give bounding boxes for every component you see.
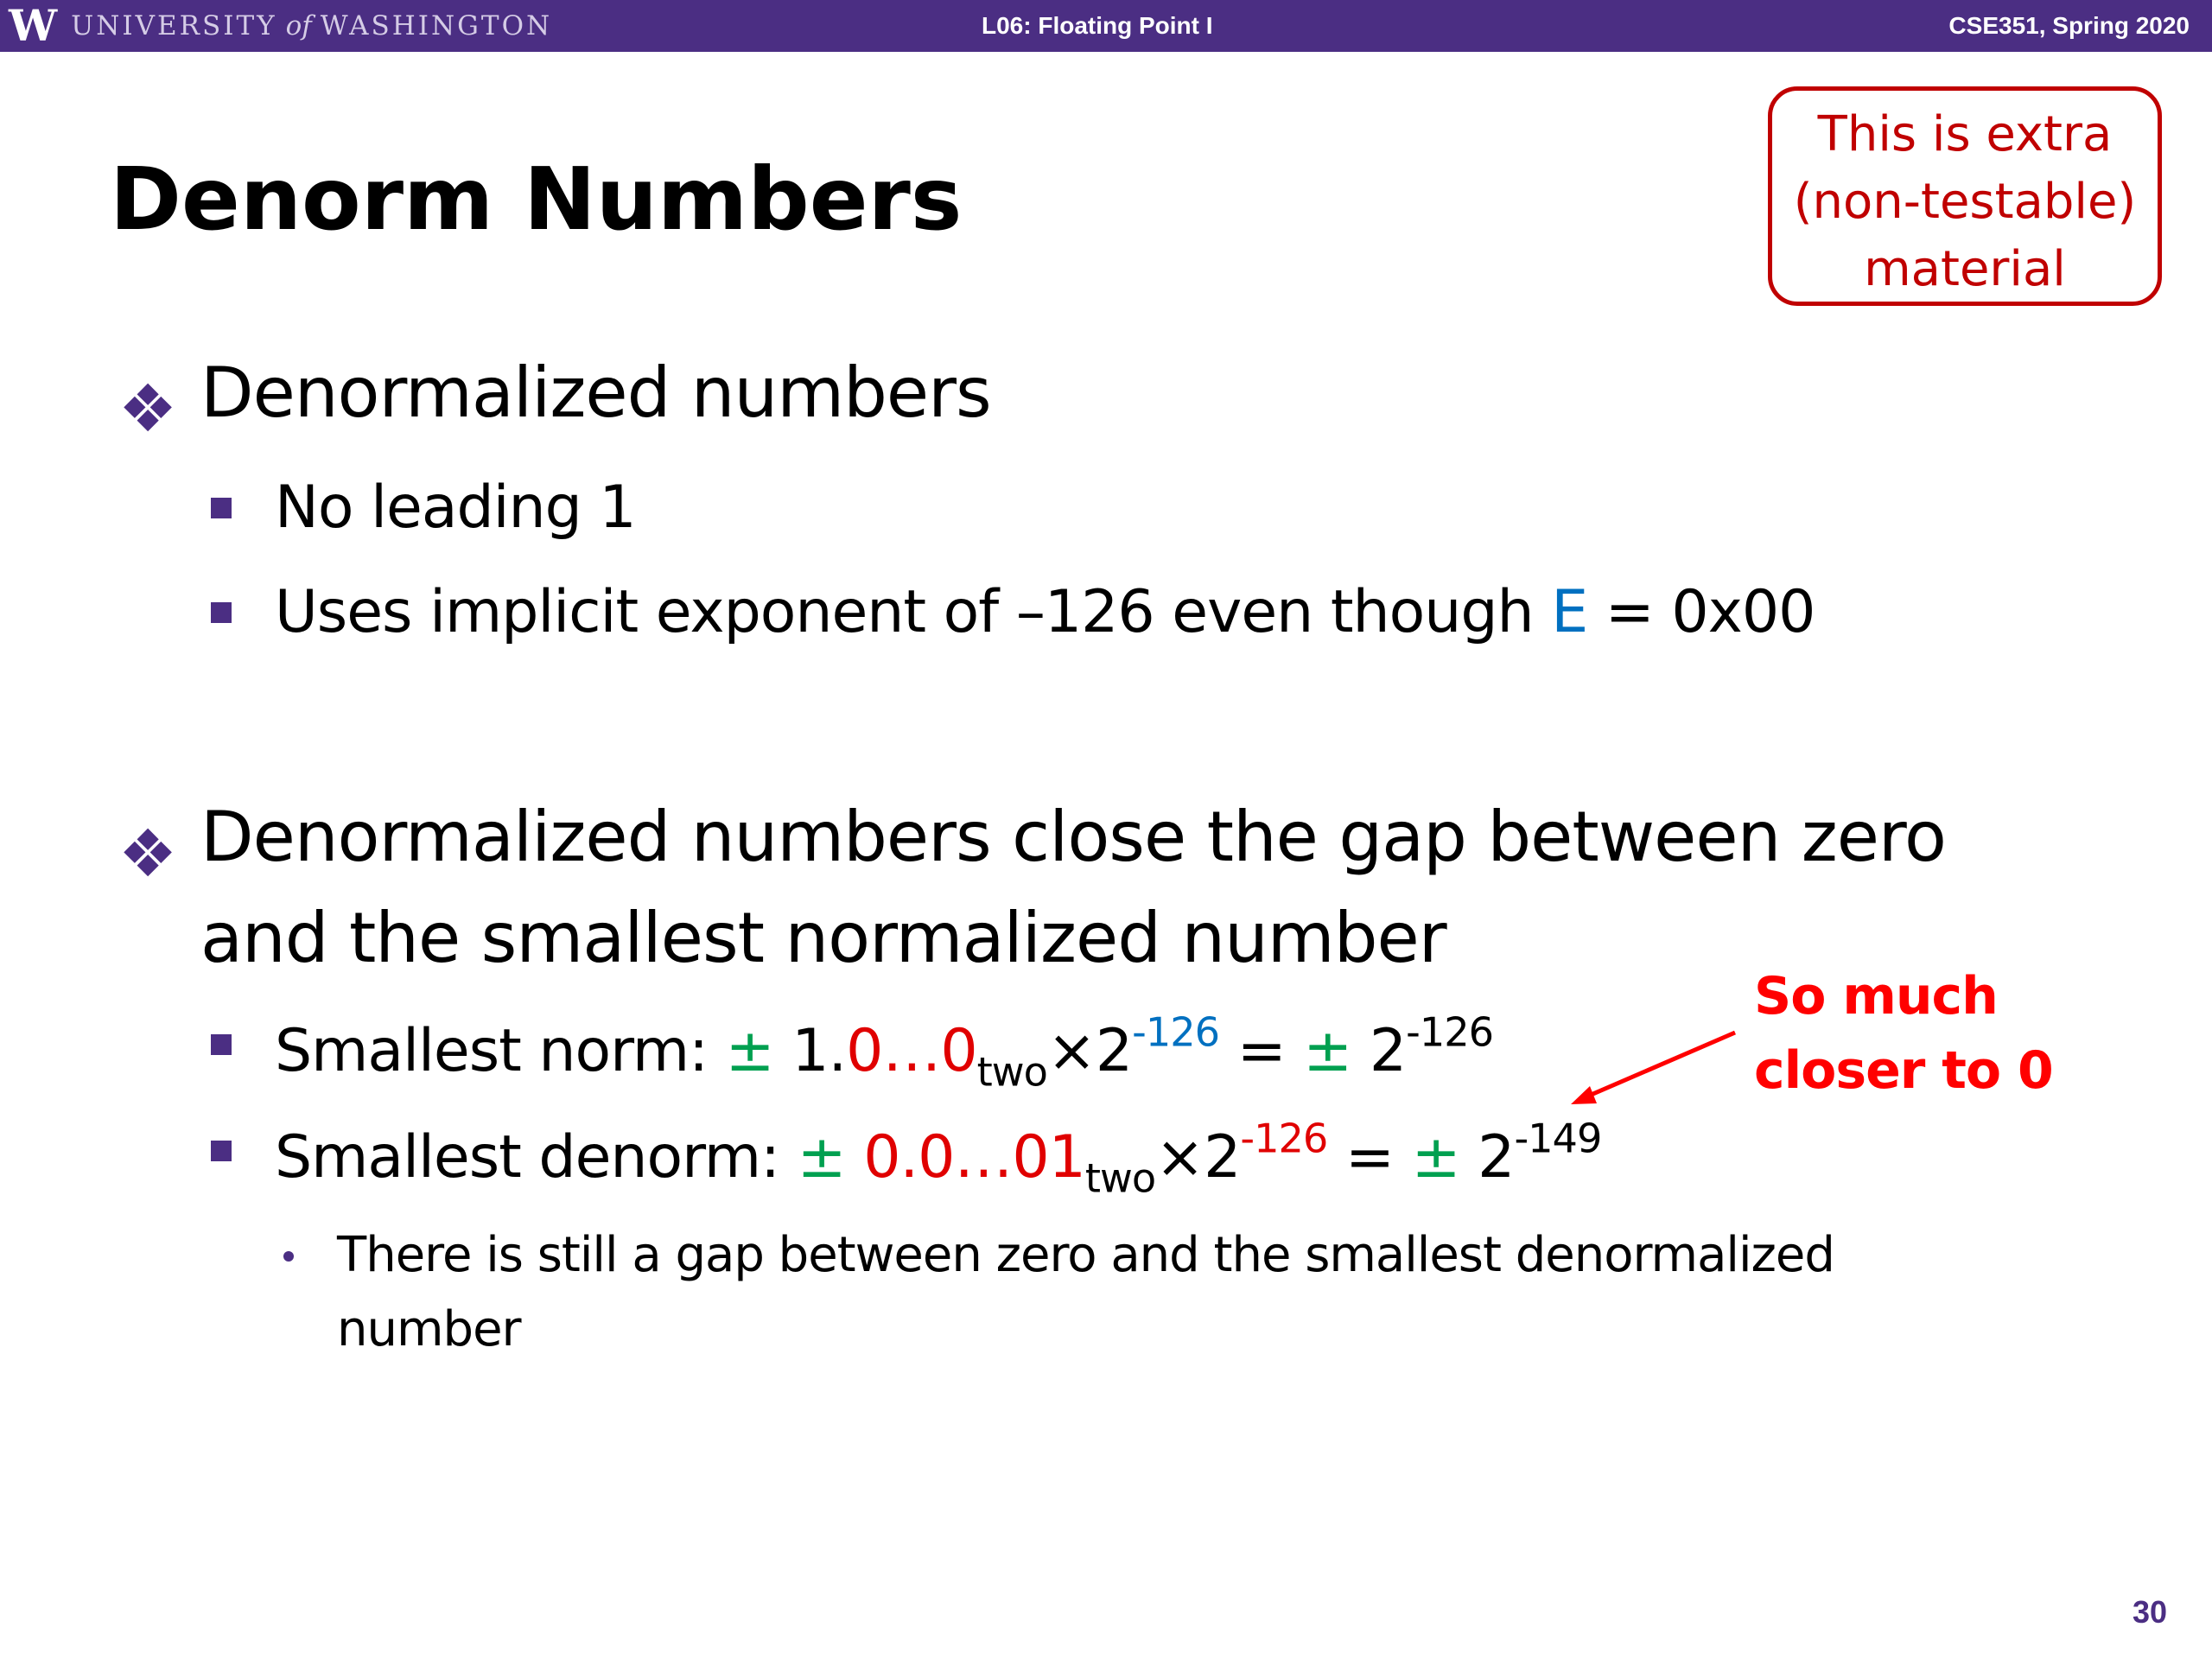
exponent-field-E: E (1551, 578, 1588, 646)
square-bullet-icon (211, 602, 232, 623)
course-name: CSE351, Spring 2020 (1948, 12, 2190, 39)
callout-line: closer to 0 (1754, 1040, 2053, 1101)
note-line: (non-testable) (1793, 174, 2137, 230)
callout-arrow-icon (1564, 1024, 1754, 1119)
dot-bullet-icon (283, 1251, 294, 1262)
note-line: This is extra (1817, 106, 2113, 162)
bullet-gap-line2: and the smallest normalized number (200, 898, 1446, 978)
diamond-bullet-icon: ❖ (118, 815, 178, 892)
bullet-gap-line1: Denormalized numbers close the gap between zero (200, 797, 1946, 877)
square-bullet-icon (211, 1141, 232, 1161)
sub-bullet-smallest-norm: Smallest norm: ± $1.0\dots 0_{two}\times 2^{-126}$ = ± $2^{-126}$ (275, 1008, 1494, 1096)
extra-material-note (1768, 86, 2162, 306)
note-line: material (1864, 241, 2066, 297)
sub-bullet-smallest-denorm: Smallest denorm: ± $0.0\dots 01_{two}\times 2^{-126}$ = ± $2^{-149}$ (275, 1115, 1602, 1202)
square-bullet-icon (211, 498, 232, 518)
closer-to-zero-callout (1754, 959, 2053, 1108)
gap-note: There is still a gap between zero and the smallest denormalized number (337, 1227, 1834, 1357)
callout-line: So much (1754, 966, 1998, 1027)
diamond-bullet-icon: ❖ (118, 370, 178, 447)
page-number: 30 (2132, 1594, 2167, 1630)
bullet-denormalized: Denormalized numbers (200, 353, 991, 433)
lecture-title: L06: Floating Point I (982, 12, 1213, 39)
slide-title: Denorm Numbers (110, 149, 963, 250)
university-logo (9, 0, 552, 52)
square-bullet-icon (211, 1034, 232, 1055)
header-bar (0, 0, 2212, 52)
sub-bullet-implicit-exponent: Uses implicit exponent of –126 even though E = 0x00 (275, 578, 1815, 646)
uw-w-logo: W (9, 0, 58, 51)
university-name: UNIVERSITY of WASHINGTON (71, 10, 553, 41)
sub-bullet-no-leading: No leading 1 (275, 474, 636, 542)
